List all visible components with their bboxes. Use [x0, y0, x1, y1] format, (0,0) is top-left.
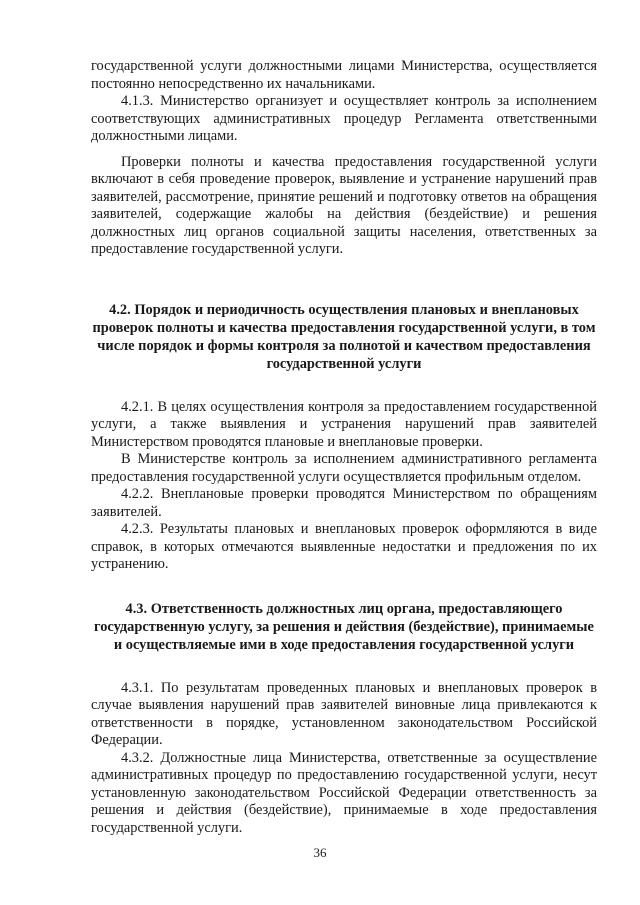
paragraph-continuation: государственной услуги должностными лицами Министерства, осуществляется постоянно непосредственно их начальниками.	[91, 58, 597, 92]
paragraph-4-2-1: 4.2.1. В целях осуществления контроля за предоставлением государственной услуги, а также выявления и устранения нарушений прав заявителей Министерством проводятся плановые и внеплановые проверки.	[91, 398, 597, 450]
paragraph-4-3-2: 4.3.2. Должностные лица Министерства, ответственные за осуществление административных процедур по предоставлению государственной услуги, несут установленную законодательством Российской Федерации ответственность за решения и действия (бездействие), принимаемые в ходе предоставления государственной услуги.	[91, 749, 597, 836]
paragraph-4-1-3: 4.1.3. Министерство организует и осуществляет контроль за исполнением соответствующих административных процедур Регламента ответственными должностными лицами.	[91, 93, 597, 144]
paragraph-4-2-3: 4.2.3. Результаты плановых и внеплановых проверок оформляются в виде справок, в которых отмечаются выявленные недостатки и предложения по их устранению.	[91, 521, 597, 572]
paragraph-4-3-1: 4.3.1. По результатам проведенных плановых и внеплановых проверок в случае выявления нарушений прав заявителей виновные лица привлекаются к ответственности в порядке, установленном законодательством Российской Федерации.	[91, 679, 597, 748]
paragraph-inspections: Проверки полноты и качества предоставления государственной услуги включают в себя проведение проверок, выявление и устранение нарушений прав заявителей, рассмотрение, принятие решений и подготовку ответов на обращения заявителей, содержащие жалобы на действия (бездействие) и решения должностных лиц органов социальной защиты населения, ответственных за предоставление государственной услуги.	[91, 153, 597, 257]
section-4-2-heading: 4.2. Порядок и периодичность осуществления плановых и внеплановых проверок полноты и качества предоставления государственной услуги, в том числе порядок и формы контроля за полнотой и качеством предоставления государственной услуги	[92, 301, 596, 372]
paragraph-4-2-2: 4.2.2. Внеплановые проверки проводятся Министерством по обращениям заявителей.	[91, 486, 597, 520]
page-number: 36	[313, 845, 327, 860]
section-4-3-heading: 4.3. Ответственность должностных лиц органа, предоставляющего государственную услугу, за решения и действия (бездействие), принимаемые и осуществляемые ими в ходе предоставления государственной услуги	[94, 600, 594, 653]
paragraph-profile-department: В Министерстве контроль за исполнением административного регламента предоставления государственной услуги осуществляется профильным отделом.	[91, 451, 597, 485]
page-content	[91, 58, 597, 837]
